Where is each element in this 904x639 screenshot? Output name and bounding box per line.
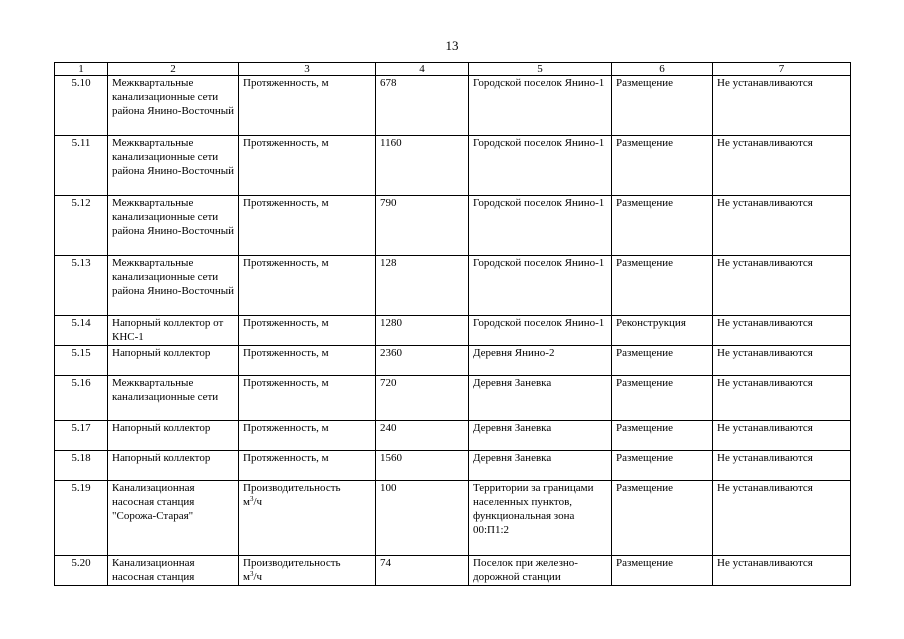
parameter: Протяженность, м	[239, 451, 376, 481]
header-row	[55, 63, 851, 76]
parameter: Протяженность, м	[239, 316, 376, 346]
table-row	[55, 196, 851, 256]
unit-exponent: 3	[249, 495, 254, 503]
status: Размещение	[612, 196, 713, 256]
parameter	[239, 556, 376, 586]
zones: Не устанавливаются	[713, 316, 851, 346]
parameter-value: 720	[376, 376, 469, 421]
parameter-value: 128	[376, 256, 469, 316]
object-name: Межквартальные канализационные сети района Янино-Восточный	[108, 76, 239, 136]
parameter: Протяженность, м	[239, 376, 376, 421]
table-row	[55, 136, 851, 196]
row-number: 5.15	[55, 346, 108, 376]
table-row	[55, 76, 851, 136]
status: Размещение	[612, 556, 713, 586]
unit-tail: /ч	[253, 496, 263, 508]
parameter-value: 74	[376, 556, 469, 586]
unit-tail: /ч	[253, 571, 263, 583]
row-number: 5.14	[55, 316, 108, 346]
unit-base: м	[243, 571, 250, 583]
object-name: Напорный коллектор от КНС-1	[108, 316, 239, 346]
status: Размещение	[612, 136, 713, 196]
table-row	[55, 421, 851, 451]
location: Деревня Янино-2	[469, 346, 612, 376]
zones: Не устанавливаются	[713, 376, 851, 421]
location: Городской поселок Янино-1	[469, 136, 612, 196]
parameter: Протяженность, м	[239, 256, 376, 316]
parameter-label: Производительность	[243, 482, 341, 494]
parameter	[239, 481, 376, 556]
location: Деревня Заневка	[469, 451, 612, 481]
parameter: Протяженность, м	[239, 421, 376, 451]
zones: Не устанавливаются	[713, 346, 851, 376]
table-row	[55, 256, 851, 316]
object-name: Напорный коллектор	[108, 421, 239, 451]
location: Поселок при железно-дорожной станции	[469, 556, 612, 586]
table-row	[55, 346, 851, 376]
object-name: Межквартальные канализационные сети	[108, 376, 239, 421]
location: Деревня Заневка	[469, 421, 612, 451]
object-name: Межквартальные канализационные сети района Янино-Восточный	[108, 136, 239, 196]
status: Реконструкция	[612, 316, 713, 346]
unit-exponent: 3	[249, 570, 254, 578]
parameter-value: 790	[376, 196, 469, 256]
row-number: 5.20	[55, 556, 108, 586]
row-number: 5.19	[55, 481, 108, 556]
location: Территории за границами населенных пунктов, функциональная зона 00:П1:2	[469, 481, 612, 556]
page-number: 13	[445, 38, 459, 53]
row-number: 5.12	[55, 196, 108, 256]
zones: Не устанавливаются	[713, 481, 851, 556]
zones: Не устанавливаются	[713, 76, 851, 136]
object-name: Напорный коллектор	[108, 346, 239, 376]
column-header: 1	[55, 63, 108, 76]
table-row	[55, 451, 851, 481]
zones: Не устанавливаются	[713, 136, 851, 196]
parameter-value: 240	[376, 421, 469, 451]
object-name: Межквартальные канализационные сети района Янино-Восточный	[108, 256, 239, 316]
zones: Не устанавливаются	[713, 196, 851, 256]
column-header: 6	[612, 63, 713, 76]
object-name: Межквартальные канализационные сети района Янино-Восточный	[108, 196, 239, 256]
row-number: 5.18	[55, 451, 108, 481]
row-number: 5.10	[55, 76, 108, 136]
column-header: 3	[239, 63, 376, 76]
table-row	[55, 316, 851, 346]
object-name: Напорный коллектор	[108, 451, 239, 481]
location: Деревня Заневка	[469, 376, 612, 421]
zones: Не устанавливаются	[713, 556, 851, 586]
unit-base: м	[243, 496, 250, 508]
zones: Не устанавливаются	[713, 451, 851, 481]
status: Размещение	[612, 451, 713, 481]
zones: Не устанавливаются	[713, 421, 851, 451]
location: Городской поселок Янино-1	[469, 316, 612, 346]
table-row	[55, 556, 851, 586]
status: Размещение	[612, 346, 713, 376]
parameter-value: 1160	[376, 136, 469, 196]
status: Размещение	[612, 376, 713, 421]
status: Размещение	[612, 76, 713, 136]
location: Городской поселок Янино-1	[469, 196, 612, 256]
table-row	[55, 481, 851, 556]
parameter-value: 100	[376, 481, 469, 556]
parameter: Протяженность, м	[239, 346, 376, 376]
row-number: 5.17	[55, 421, 108, 451]
column-header: 4	[376, 63, 469, 76]
column-header: 7	[713, 63, 851, 76]
status: Размещение	[612, 256, 713, 316]
parameter-label: Производительность	[243, 557, 341, 569]
row-number: 5.13	[55, 256, 108, 316]
location: Городской поселок Янино-1	[469, 256, 612, 316]
table-row	[55, 376, 851, 421]
parameter: Протяженность, м	[239, 136, 376, 196]
parameter-value: 1560	[376, 451, 469, 481]
row-number: 5.16	[55, 376, 108, 421]
location: Городской поселок Янино-1	[469, 76, 612, 136]
parameter-value: 2360	[376, 346, 469, 376]
zones: Не устанавливаются	[713, 256, 851, 316]
parameter-value: 1280	[376, 316, 469, 346]
column-header: 2	[108, 63, 239, 76]
objects-table	[54, 62, 851, 586]
row-number: 5.11	[55, 136, 108, 196]
column-header: 5	[469, 63, 612, 76]
object-name: Канализационная насосная станция "Сорожа-Старая"	[108, 481, 239, 556]
status: Размещение	[612, 481, 713, 556]
parameter-value: 678	[376, 76, 469, 136]
status: Размещение	[612, 421, 713, 451]
object-name: Канализационная насосная станция	[108, 556, 239, 586]
parameter: Протяженность, м	[239, 76, 376, 136]
parameter: Протяженность, м	[239, 196, 376, 256]
